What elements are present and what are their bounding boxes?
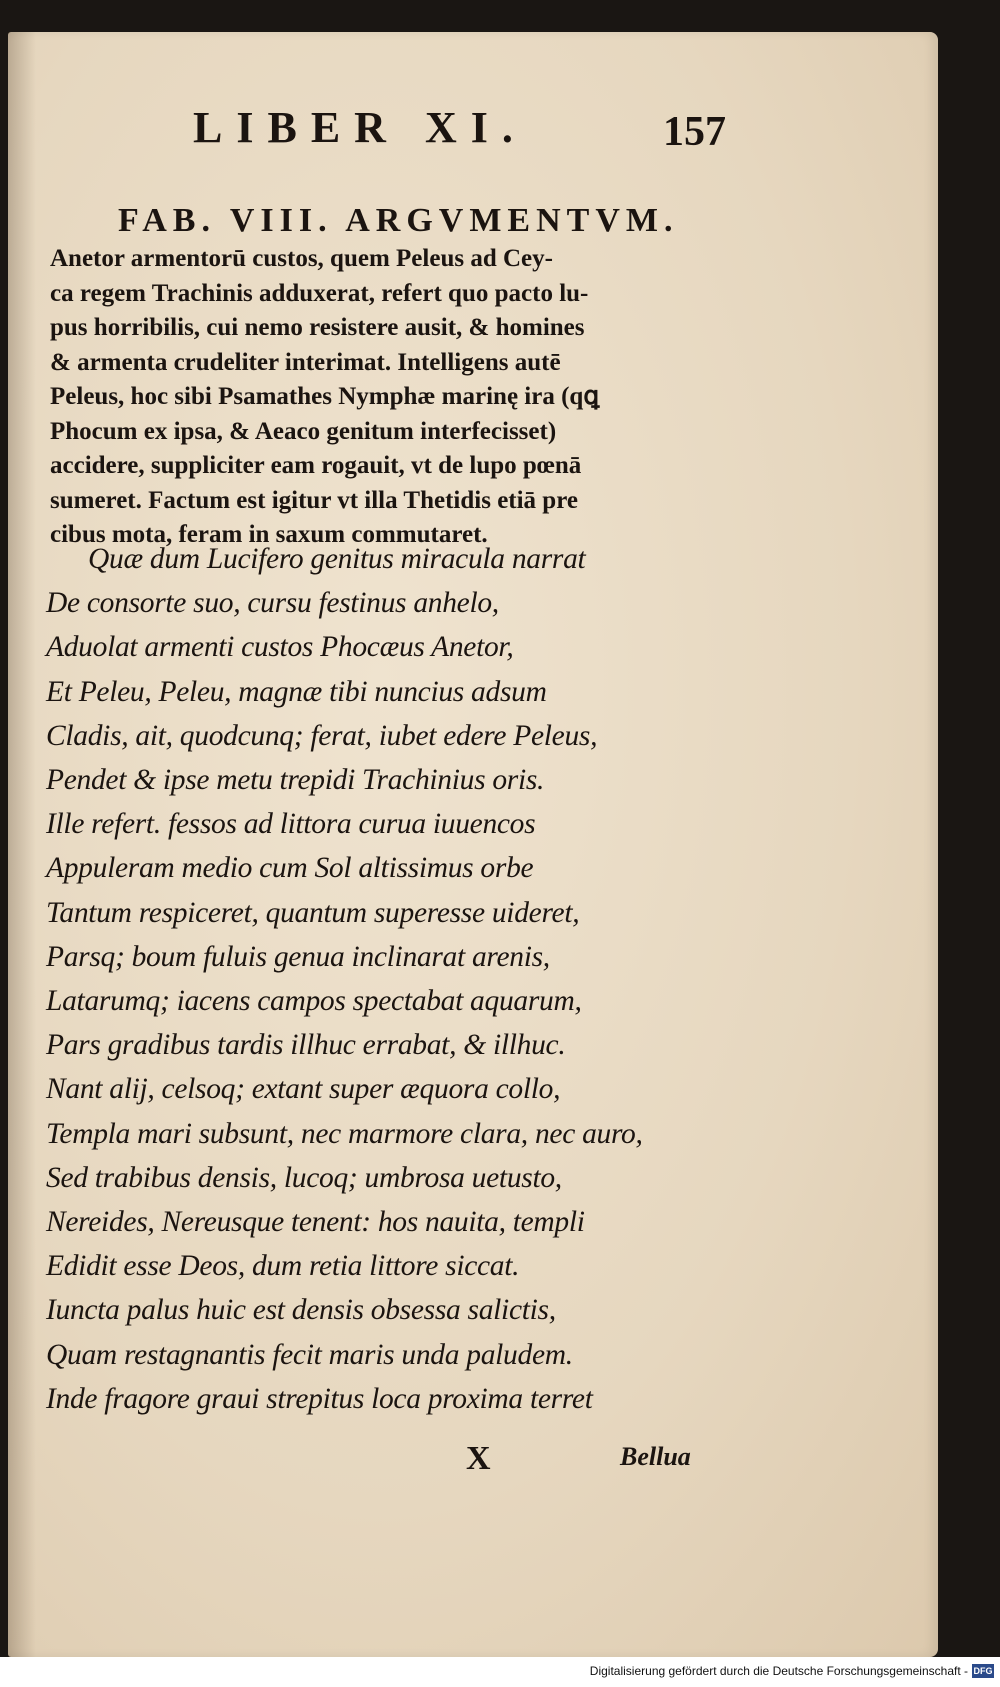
verse-line: Inde fragore graui strepitus loca proxima terret	[46, 1382, 593, 1415]
signature-mark: X	[466, 1440, 491, 1477]
argument-line: accidere, suppliciter eam rogauit, vt de lupo pœnā	[50, 452, 582, 479]
verse-line: Appuleram medio cum Sol altissimus orbe	[46, 852, 534, 885]
verse-line: Tantum respiceret, quantum superesse uideret,	[46, 896, 580, 929]
running-head: LIBER XI.	[193, 103, 527, 152]
gutter-shadow	[8, 32, 36, 1657]
argument-paragraph	[50, 242, 720, 553]
verse-line: Aduolat armenti custos Phocæus Anetor,	[46, 631, 514, 664]
argument-line: pus horribilis, cui nemo resistere ausit, & homines	[50, 314, 585, 341]
argument-line: sumeret. Factum est igitur vt illa Thetidis etiā pre	[50, 486, 578, 514]
page-number: 157	[663, 109, 726, 155]
argument-line: Peleus, hoc sibi Psamathes Nymphæ marinę ira (qꝗ	[50, 383, 600, 410]
argument-line: Phocum ex ipsa, & Aeaco genitum interfecisset)	[50, 417, 557, 445]
verse-line: Sed trabibus densis, lucoq; umbrosa uetusto,	[46, 1161, 562, 1194]
verse-line: Pars gradibus tardis illhuc errabat, & illhuc.	[46, 1029, 566, 1062]
dfg-logo-icon: DFG	[973, 1666, 993, 1676]
argument-line: Anetor armentorū custos, quem Peleus ad Cey-	[50, 245, 553, 272]
verse-line: Nant alij, celsoq; extant super æquora collo,	[46, 1073, 561, 1106]
verse-line: Cladis, ait, quodcunq; ferat, iubet edere Peleus,	[46, 719, 598, 752]
verse-line: Ille refert. fessos ad littora curua iuuencos	[46, 808, 536, 841]
verse-line: Et Peleu, Peleu, magnæ tibi nuncius adsum	[46, 675, 547, 708]
catchword: Bellua	[620, 1442, 691, 1471]
argument-line: & armenta crudeliter interimat. Intelligens autē	[50, 348, 561, 376]
verse-line: Templa mari subsunt, nec marmore clara, nec auro,	[46, 1117, 643, 1150]
verse-line: Quam restagnantis fecit maris unda paludem.	[46, 1338, 573, 1371]
credit-text: Digitalisierung gefördert durch die Deutsche Forschungsgemeinschaft -	[589, 1664, 968, 1678]
verse-line: Iuncta palus huic est densis obsessa salictis,	[46, 1294, 556, 1327]
verse-line: Pendet & ipse metu trepidi Trachinius oris.	[46, 764, 545, 797]
verse-block	[46, 537, 746, 1421]
verse-line: Nereides, Nereusque tenent: hos nauita, templi	[46, 1206, 585, 1239]
argument-title: FAB. VIII. ARGVMENTVM.	[118, 202, 679, 239]
verse-line: Quæ dum Lucifero genitus miracula narrat	[88, 543, 586, 575]
argument-line: ca regem Trachinis adduxerat, refert quo pacto lu-	[50, 279, 589, 307]
book-page	[8, 32, 938, 1657]
argument-line: cibus mota, feram in saxum commutaret.	[50, 521, 488, 548]
verse-line: Latarumq; iacens campos spectabat aquarum,	[46, 985, 582, 1018]
page-header	[193, 102, 893, 162]
verse-line: De consorte suo, cursu festinus anhelo,	[46, 587, 499, 620]
verse-line: Edidit esse Deos, dum retia littore siccat.	[46, 1250, 520, 1283]
verse-line: Parsq; boum fuluis genua inclinarat arenis,	[46, 940, 550, 973]
credit-bar	[0, 1657, 1000, 1687]
